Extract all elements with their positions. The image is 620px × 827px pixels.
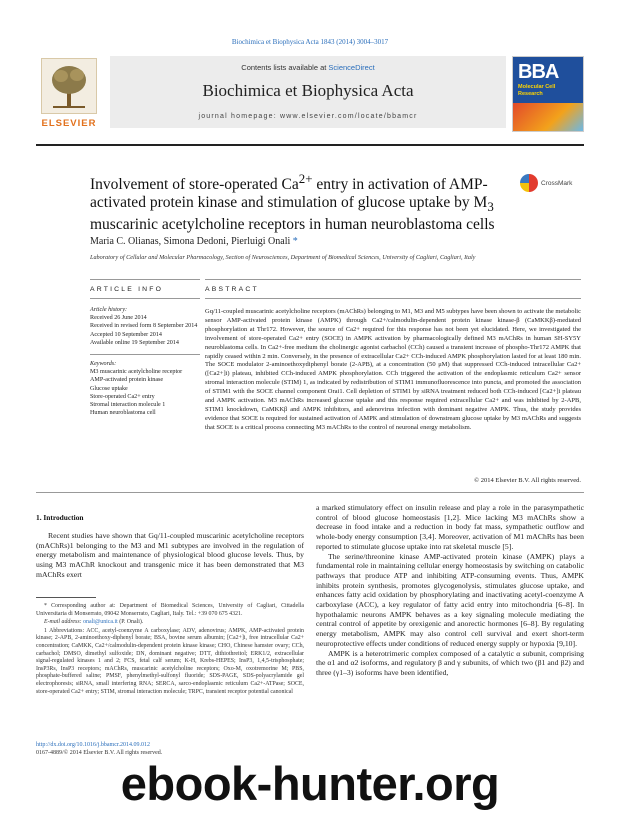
email-note: E-mail address: onali@unica.it (P. Onali). bbox=[44, 619, 144, 626]
corresponding-author-mark[interactable]: * bbox=[292, 236, 298, 247]
cover-subtitle-1: Molecular Cell bbox=[518, 84, 556, 90]
footnote-divider bbox=[36, 597, 96, 598]
elsevier-tree-icon bbox=[41, 58, 97, 114]
corresponding-author-note: * Corresponding author at: Department of Biomedical Sciences, University of Cagliari, Cittadella Universitaria di Monserrato, 09042 Monserrato, Cagliari, Italy. Tel.: +39 070 675 4321. bbox=[36, 603, 304, 617]
publisher-name: ELSEVIER bbox=[41, 118, 97, 129]
contents-prefix: Contents lists available at bbox=[241, 63, 329, 72]
journal-citation[interactable]: Biochimica et Biophysica Acta 1843 (2014) 3004–3017 bbox=[231, 38, 389, 46]
cover-title: BBA bbox=[518, 61, 559, 83]
history-heading: Article history: bbox=[90, 307, 128, 313]
keyword-item: AMP-activated protein kinase bbox=[90, 377, 164, 384]
article-history bbox=[90, 306, 200, 347]
history-item: Available online 19 September 2014 bbox=[90, 339, 179, 346]
cover-subtitle-2: Research bbox=[518, 90, 543, 97]
journal-name: Biochimica et Biophysica Acta bbox=[202, 81, 414, 100]
history-item: Accepted 10 September 2014 bbox=[90, 331, 162, 338]
paragraph: Recent studies have shown that Gq/11-coupled muscarinic acetylcholine receptors (mAChRs)1 belonging to the M3 and M1 subtypes are involved in the regulation of energy metabolism and maintenance of physiological blood glucose levels. Thus, by using M3 mAChR knockout and transgenic mice it has been demonstrated that M3 mAChRs exert bbox=[36, 531, 304, 579]
crossmark-icon bbox=[520, 174, 538, 192]
header-divider bbox=[36, 144, 584, 146]
cover-band bbox=[513, 103, 583, 131]
doi-link[interactable]: http://dx.doi.org/10.1016/j.bbamcr.2014.09.012 bbox=[36, 742, 151, 748]
abstract-heading-divider bbox=[205, 298, 581, 299]
elsevier-logo bbox=[36, 56, 102, 132]
keyword-item: Glucose uptake bbox=[90, 385, 128, 392]
info-divider bbox=[90, 279, 200, 280]
author-list: Maria C. Olianas, Simona Dedoni, Pierluigi Onali * bbox=[90, 236, 298, 247]
sciencedirect-link[interactable]: ScienceDirect bbox=[328, 63, 375, 72]
doi-block bbox=[36, 741, 162, 757]
contents-line bbox=[110, 63, 506, 72]
history-item: Received in revised form 8 September 2014 bbox=[90, 323, 198, 330]
section-heading: 1. Introduction bbox=[36, 513, 84, 522]
body-column-left bbox=[36, 531, 304, 580]
journal-homepage[interactable]: journal homepage: www.elsevier.com/locate/bbamcr bbox=[198, 113, 418, 120]
journal-cover bbox=[512, 56, 584, 132]
journal-header bbox=[36, 56, 584, 136]
crossmark-button[interactable] bbox=[520, 174, 572, 192]
abstract-copyright: © 2014 Elsevier B.V. All rights reserved. bbox=[474, 477, 581, 484]
abstract-heading: ABSTRACT bbox=[205, 286, 259, 293]
footnotes bbox=[36, 603, 304, 697]
email-link[interactable]: onali@unica.it bbox=[83, 619, 118, 626]
paragraph: The serine/threonine kinase AMP-activated protein kinase (AMPK) plays a fundamental role in maintaining cellular energy homeostasis by switching on catabolic pathways that produce ATP and inhibiting ATP-consuming events. Thus, AMPK inhibits protein synthesis, promotes glycogenolysis, stimulates glucose uptake, and enhances fatty acid oxidation by phosphorylating and inactivating acetyl-coenzyme A carboxylase (ACC), a key regulator of fatty acid entry into mitochondria [6–8]. In hypothalamic neurons AMPK behaves as a key signaling molecule mediating the central control of appetite by orexigenic and anorectic hormones [6–8]. By regulating energy metabolism, AMPK may also control cell survival and exert short-term neuroprotective effects under conditions of reduced energy supply or hypoxia [9,10]. bbox=[316, 551, 584, 648]
paragraph: a marked stimulatory effect on insulin release and play a role in the parasympathetic control of blood glucose homeostasis [1,2]. Mice lacking M3 mAChRs show a decrease in food intake and a reduction in body fat mass, sympathetic outflow and whole-body energy consumption [3,4]. Moreover, activation of M1 mAChRs has been reported to stimulate glucose uptake into rat skeletal muscle [5]. bbox=[316, 503, 584, 551]
keyword-item: Store-operated Ca2+ entry bbox=[90, 393, 155, 400]
article-info-heading: ARTICLE INFO bbox=[90, 286, 164, 293]
rights-line: 0167-4889/© 2014 Elsevier B.V. All rights reserved. bbox=[36, 750, 163, 756]
journal-banner bbox=[110, 56, 506, 128]
article-title: Involvement of store-operated $Ca^{2+}$ entry in activation of AMP-activated protein kinase and stimulation of glucose uptake by $M_3$ muscarinic acetylcholine receptors in human neuroblastoma cells bbox=[90, 171, 495, 234]
keywords bbox=[90, 360, 200, 417]
abstract-divider-top bbox=[205, 279, 581, 280]
info-heading-divider bbox=[90, 298, 200, 299]
keyword-item: M3 muscarinic acetylcholine receptor bbox=[90, 369, 183, 376]
keyword-item: Human neuroblastoma cell bbox=[90, 410, 156, 417]
affiliation: Laboratory of Cellular and Molecular Pharmacology, Section of Neurosciences, Department of Biomedical Sciences, University of Cagliari, Cagliari, Italy bbox=[90, 254, 476, 261]
keywords-divider bbox=[90, 354, 200, 355]
abstract-divider-bottom bbox=[36, 492, 584, 493]
history-item: Received 26 June 2014 bbox=[90, 315, 147, 322]
watermark: ebook-hunter.org bbox=[120, 757, 500, 810]
abbreviations-note: 1 Abbreviations: ACC, acetyl-coenzyme A carboxylase; ADV, adenovirus; AMPK, AMP-activated protein kinase; 2-APB, 2-aminoethoxy-diphenyl borate; BSA, bovine serum albumin; [Ca2+]i, free intracellular Ca2+ concentration; CaMKK, Ca2+/calmodulin-dependent protein kinase kinase; CHO, Chinese hamster ovary; CCh, carbachol; DMSO, dimethyl sulfoxide; DN, dominant negative; DTT, dithiothreitol; ERK1/2, extracellular signal-regulated kinases 1 and 2; FCS, fetal calf serum; K-H, Krebs-HEPES; InsP3, 1,4,5-trisphosphate; InsP3Rs, InsP3 receptors; mAChRs, muscarinic acetylcholine receptors; Oxo-M, oxotremorine M; PBS, phosphate-buffered saline; PMSF, phenylmethyl-sulfonyl fluoride; SDS-PAGE, SDS-polyacrylamide gel electrophoresis; siRNA, small interfering RNA; SERCA, sarco-endoplasmic reticulum Ca2+-ATPase; SOCE, store-operated Ca2+ entry; STIM, stromal interaction molecule; TRPC, transient receptor potential canonical bbox=[36, 627, 304, 695]
keywords-heading: Keywords: bbox=[90, 361, 117, 367]
crossmark-label: CrossMark bbox=[541, 179, 573, 187]
keyword-item: Stromal interaction molecule 1 bbox=[90, 402, 166, 409]
abstract-text: Gq/11-coupled muscarinic acetylcholine receptors (mAChRs) belonging to M1, M3 and M5 subtypes have been shown to activate the metabolic sensor AMP-activated protein kinase (AMPK) through Ca2+/calmodulin-dependent protein kinase kinase-β (CaMKKβ)-mediated phosphorylation at Thr172. However, the source of Ca2+ required for this response has not been yet elucidated. Here, we investigated the involvement of store-operated Ca2+ entry (SOCE) in AMPK activation by pharmacologically defined M3 mAChRs in human SH-SY5Y neuroblastoma cells. In Ca2+-free medium the cholinergic agonist carbachol (CCh) caused a transient increase of phospho-Thr172 AMPK that rapidly ceased within 2 min. Conversely, in the presence of extracellular Ca2+ CCh-induced AMPK phosphorylation lasted for at least 180 min. The SOCE modulator 2-aminoethoxydiphenyl borate (2-APB), at a concentration (50 μM) that suppressed CCh-induced intracellular Ca2+ ([Ca2+]i) plateau, inhibited CCh-induced AMPK phosphorylation. CCh triggered the activation of the endoplasmic reticulum Ca2+ sensor stromal interaction molecule (STIM) 1, as indicated by redistribution of STIM1 immunofluorescence into puncta, and promoted the association of STIM1 with the SOCE channel component Orai1. Cell depletion of STIM1 by siRNA treatment reduced both CCh-induced [Ca2+]i plateau and AMPK activation. M3 mAChRs increased glucose uptake and this response required extracellular Ca2+ and was inhibited by 2-APB, STIM1 knockdown, CaMKKβ and AMPK inhibitors, and adenovirus infection with dominant negative AMPK. Thus, the study provides evidence that SOCE is required for sustained activation of AMPK and stimulation of downstream glucose uptake by M3 mAChRs and suggests that SOCE is a critical process connecting M3 mAChRs to the control of neuronal energy metabolism. bbox=[205, 308, 581, 431]
body-column-right bbox=[316, 503, 584, 678]
paragraph: AMPK is a heterotrimeric complex composed of a catalytic α subunit, comprising the α1 and α2 isoforms, and regulatory β and γ subunits, of which two (β1 and β2) and three (γ1–3) isoforms have been identified, bbox=[316, 648, 584, 677]
